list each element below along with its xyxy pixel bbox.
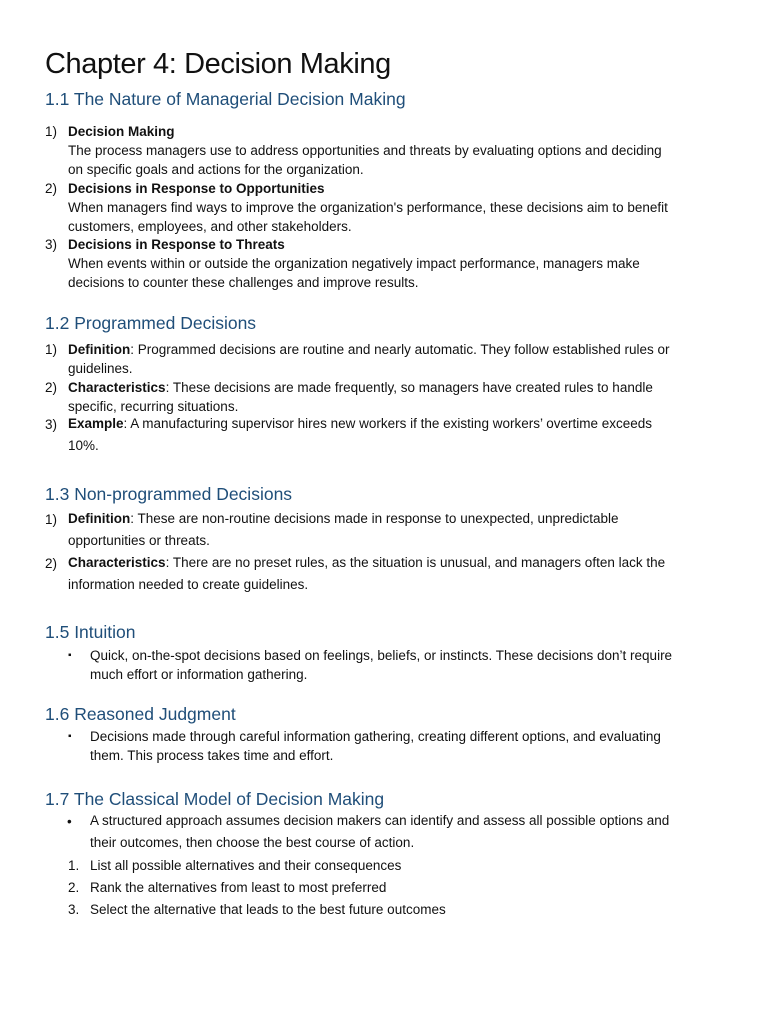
item-title: Decision Making (68, 124, 175, 139)
item-term: Characteristics (68, 555, 166, 570)
section-heading-1-1: 1.1 The Nature of Managerial Decision Making (45, 89, 406, 109)
item-text-line: much effort or information gathering. (90, 667, 308, 682)
item-text-line: A structured approach assumes decision makers can identify and assess all possible options and (90, 813, 670, 828)
item-text-line: decisions to counter these challenges and improve results. (68, 275, 419, 290)
chapter-title: Chapter 4: Decision Making (45, 48, 391, 80)
square-bullet-icon: ▪ (68, 731, 72, 742)
section-heading-1-6: 1.6 Reasoned Judgment (45, 704, 236, 724)
item-text-line: them. This process takes time and effort. (90, 748, 334, 763)
item-text-line: : Programmed decisions are routine and nearly automatic. They follow established rules or (130, 342, 670, 357)
list-item (68, 235, 728, 292)
list-item: List all possible alternatives and their consequences (90, 858, 402, 873)
item-text-line: on specific goals and actions for the organization. (68, 162, 364, 177)
item-title: Decisions in Response to Opportunities (68, 181, 325, 196)
list-marker: 2) (45, 556, 58, 571)
list-marker: 3) (45, 417, 58, 432)
item-text-line: their outcomes, then choose the best course of action. (90, 835, 415, 850)
section-heading-1-5: 1.5 Intuition (45, 622, 136, 642)
item-text-line: When events within or outside the organization negatively impact performance, managers make (68, 256, 640, 271)
list-marker: 3. (68, 902, 80, 917)
item-text-line: 10%. (68, 438, 99, 453)
item-title: Decisions in Response to Threats (68, 237, 285, 252)
list-item (68, 413, 728, 457)
item-term: Characteristics (68, 380, 166, 395)
list-item (68, 122, 728, 179)
item-text-line: guidelines. (68, 361, 133, 376)
list-item (68, 378, 728, 416)
list-marker: 1) (45, 512, 58, 527)
item-text-line: customers, employees, and other stakeholders. (68, 219, 352, 234)
item-text-line: opportunities or threats. (68, 533, 210, 548)
list-marker: 1) (45, 342, 58, 357)
square-bullet-icon: ▪ (68, 650, 72, 661)
item-text-line: Quick, on-the-spot decisions based on feelings, beliefs, or instincts. These decisions don’t require (90, 648, 673, 663)
item-text-line: specific, recurring situations. (68, 399, 239, 414)
section-heading-1-7: 1.7 The Classical Model of Decision Making (45, 789, 385, 809)
item-text-line: The process managers use to address opportunities and threats by evaluating options and deciding (68, 143, 662, 158)
item-text-line: : A manufacturing supervisor hires new workers if the existing workers’ overtime exceeds (123, 416, 653, 431)
list-item (68, 179, 728, 236)
item-text-line: : These decisions are made frequently, so managers have created rules to handle (165, 380, 653, 395)
item-text-line: When managers find ways to improve the organization's performance, these decisions aim to benefit (68, 200, 668, 215)
list-marker: 1) (45, 124, 58, 139)
list-item (90, 810, 726, 854)
item-term: Definition (68, 511, 131, 526)
list-item (90, 727, 726, 765)
section-heading-1-3: 1.3 Non-programmed Decisions (45, 484, 293, 504)
item-term: Example (68, 416, 124, 431)
list-marker: 3) (45, 237, 58, 252)
list-marker: 1. (68, 858, 80, 873)
item-text-line: information needed to create guidelines. (68, 577, 309, 592)
item-term: Definition (68, 342, 131, 357)
list-item (68, 552, 728, 596)
list-item (68, 340, 728, 378)
list-marker: 2. (68, 880, 80, 895)
item-text-line: : These are non-routine decisions made in response to unexpected, unpredictable (130, 511, 619, 526)
round-bullet-icon: • (67, 814, 72, 829)
list-item: Select the alternative that leads to the best future outcomes (90, 902, 446, 917)
list-marker: 2) (45, 380, 58, 395)
list-item (68, 508, 728, 552)
list-marker: 2) (45, 181, 58, 196)
item-text-line: Decisions made through careful information gathering, creating different options, and evaluating (90, 729, 661, 744)
list-item (90, 646, 726, 684)
list-item: Rank the alternatives from least to most preferred (90, 880, 387, 895)
section-heading-1-2: 1.2 Programmed Decisions (45, 313, 257, 333)
item-text-line: : There are no preset rules, as the situation is unusual, and managers often lack the (165, 555, 666, 570)
